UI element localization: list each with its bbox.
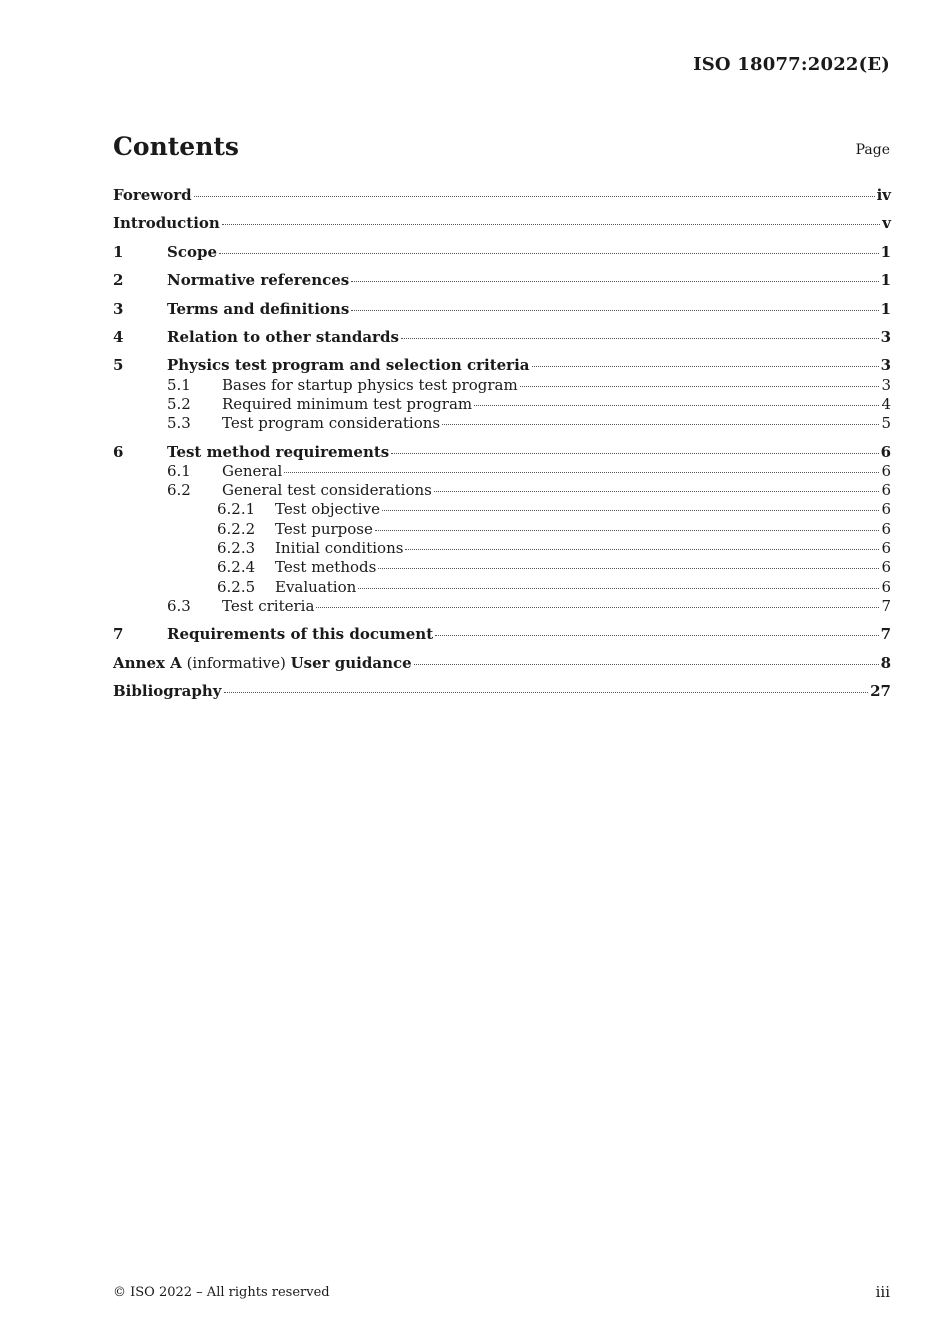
toc-entry-page: 6 <box>880 443 891 461</box>
toc-entry-5-2[interactable] <box>113 395 891 413</box>
toc-entry-title: Relation to other standards <box>167 328 399 346</box>
toc-entry-page: 5 <box>881 414 891 432</box>
toc-entry-physics-test-program[interactable] <box>113 356 891 374</box>
dot-leader <box>401 338 879 339</box>
toc-entry-number: 3 <box>113 300 124 318</box>
toc-entry-title: Test criteria <box>222 597 315 615</box>
toc-entry-page: 1 <box>880 243 891 261</box>
toc-entry-page: 1 <box>880 300 891 318</box>
toc-entry-title: Test methods <box>275 558 377 576</box>
toc-entry-page: 6 <box>881 539 891 557</box>
toc-entry-number: 6.3 <box>167 597 191 615</box>
toc-entry-title: Evaluation <box>275 578 357 596</box>
toc-entry-6-1[interactable] <box>113 462 891 480</box>
contents-heading: Contents <box>113 132 240 161</box>
toc-entry-page: 6 <box>881 462 891 480</box>
dot-leader <box>435 635 878 636</box>
toc-entry-page: 6 <box>881 481 891 499</box>
toc-entry-title: General test considerations <box>222 481 432 499</box>
dot-leader <box>316 607 879 608</box>
dot-leader <box>378 568 879 569</box>
toc-entry-page: 3 <box>880 356 891 374</box>
toc-entry-page: 27 <box>870 682 891 700</box>
toc-entry-number: 6 <box>113 443 124 461</box>
toc-entry-title: Terms and definitions <box>167 300 350 318</box>
toc-entry-number: 2 <box>113 271 124 289</box>
toc-entry-6-2[interactable] <box>113 481 891 499</box>
toc-entry-title: General <box>222 462 283 480</box>
dot-leader <box>442 424 879 425</box>
toc-entry-title: Requirements of this document <box>167 625 434 643</box>
toc-entry-number: 6.2.5 <box>217 578 256 596</box>
toc-entry-number: 6.2.1 <box>217 500 256 518</box>
toc-entry-5-3[interactable] <box>113 414 891 432</box>
toc-entry-page: 8 <box>880 654 891 672</box>
toc-entry-scope[interactable] <box>113 243 891 261</box>
page-number: iii <box>875 1283 890 1301</box>
toc-entry-foreword[interactable] <box>113 186 891 204</box>
toc-entry-number: 6.2.3 <box>217 539 256 557</box>
toc-entry-title: Initial conditions <box>275 539 404 557</box>
toc-entry-relation-to-other-standards[interactable] <box>113 328 891 346</box>
toc-entry-number: 6.1 <box>167 462 191 480</box>
dot-leader <box>375 530 880 531</box>
dot-leader <box>405 549 879 550</box>
dot-leader <box>194 196 875 197</box>
toc-entry-number: 4 <box>113 328 124 346</box>
dot-leader <box>224 692 869 693</box>
toc-entry-page: 3 <box>880 328 891 346</box>
toc-entry-6-2-3[interactable] <box>113 539 891 557</box>
toc-entry-page: 1 <box>880 271 891 289</box>
toc-entry-title: Test method requirements <box>167 443 390 461</box>
toc-entry-page: 7 <box>881 597 891 615</box>
toc-entry-title: Scope <box>167 243 218 261</box>
copyright-notice: © ISO 2022 – All rights reserved <box>113 1285 330 1300</box>
toc-entry-5-1[interactable] <box>113 376 891 394</box>
toc-entry-introduction[interactable] <box>113 214 891 232</box>
toc-entry-6-2-5[interactable] <box>113 578 891 596</box>
toc-entry-number: 5.2 <box>167 395 191 413</box>
toc-entry-number: 5 <box>113 356 124 374</box>
dot-leader <box>358 588 879 589</box>
toc-entry-number: 1 <box>113 243 124 261</box>
dot-leader <box>284 472 879 473</box>
toc-entry-bibliography[interactable] <box>113 682 891 700</box>
toc-entry-title: Bibliography <box>113 682 222 700</box>
dot-leader <box>434 491 880 492</box>
toc-entry-title <box>113 654 412 672</box>
document-id: ISO 18077:2022(E) <box>693 54 890 75</box>
toc-entry-test-method-requirements[interactable] <box>113 443 891 461</box>
dot-leader <box>474 405 879 406</box>
annex-title: User guidance <box>290 654 412 672</box>
dot-leader <box>391 453 878 454</box>
annex-type: (informative) <box>181 654 291 672</box>
toc-entry-page: 7 <box>880 625 891 643</box>
toc-entry-annex-a[interactable] <box>113 654 891 672</box>
toc-entry-title: Physics test program and selection criteria <box>167 356 530 374</box>
toc-entry-title: Required minimum test program <box>222 395 473 413</box>
toc-entry-page: 6 <box>881 578 891 596</box>
toc-entry-6-2-4[interactable] <box>113 558 891 576</box>
dot-leader <box>414 664 879 665</box>
toc-entry-title: Introduction <box>113 214 220 232</box>
toc-entry-page: 6 <box>881 558 891 576</box>
dot-leader <box>219 253 879 254</box>
toc-entry-page: 3 <box>881 376 891 394</box>
toc-entry-6-3[interactable] <box>113 597 891 615</box>
dot-leader <box>222 224 880 225</box>
toc-entry-title: Test objective <box>275 500 380 518</box>
dot-leader <box>351 281 878 282</box>
dot-leader <box>382 510 880 511</box>
toc-entry-title: Foreword <box>113 186 192 204</box>
toc-entry-page: v <box>882 214 891 232</box>
toc-entry-number: 6.2.4 <box>217 558 256 576</box>
annex-label: Annex A <box>113 654 182 672</box>
toc-entry-number: 7 <box>113 625 124 643</box>
dot-leader <box>520 386 880 387</box>
toc-entry-title: Test purpose <box>275 520 373 538</box>
toc-entry-title: Normative references <box>167 271 350 289</box>
toc-entry-terms-and-definitions[interactable] <box>113 300 891 318</box>
toc-entry-number: 6.2 <box>167 481 191 499</box>
toc-entry-number: 5.1 <box>167 376 191 394</box>
toc-entry-title: Bases for startup physics test program <box>222 376 518 394</box>
toc-entry-6-2-2[interactable] <box>113 520 891 538</box>
toc-entry-page: 6 <box>881 520 891 538</box>
page-column-label: Page <box>855 142 890 158</box>
toc-entry-normative-references[interactable] <box>113 271 891 289</box>
toc-entry-number: 6.2.2 <box>217 520 256 538</box>
toc-entry-title: Test program considerations <box>222 414 441 432</box>
toc-entry-requirements-of-this-document[interactable] <box>113 625 891 643</box>
toc-entry-page: iv <box>876 186 891 204</box>
toc-entry-number: 5.3 <box>167 414 191 432</box>
toc-entry-page: 6 <box>881 500 891 518</box>
dot-leader <box>351 310 878 311</box>
dot-leader <box>532 366 879 367</box>
toc-entry-page: 4 <box>881 395 891 413</box>
toc-entry-6-2-1[interactable] <box>113 500 891 518</box>
